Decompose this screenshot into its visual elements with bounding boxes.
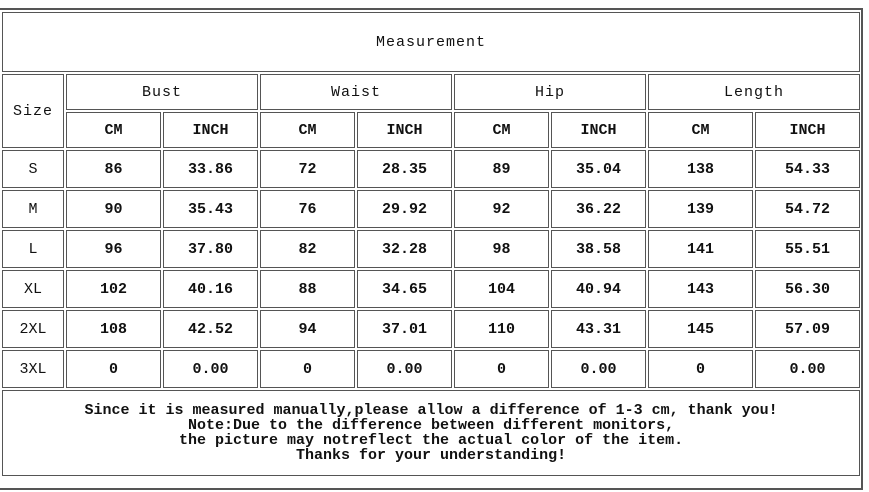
size-table	[0, 10, 862, 478]
measurement-value: 88	[260, 270, 355, 308]
measurement-value: 90	[66, 190, 161, 228]
table-row	[2, 270, 860, 308]
note-line: Thanks for your understanding!	[296, 447, 567, 464]
measurement-value: 0	[648, 350, 753, 388]
unit-header-length-cm: CM	[648, 112, 753, 148]
measurement-value: 0	[260, 350, 355, 388]
measurement-value: 98	[454, 230, 549, 268]
measurement-value: 0.00	[551, 350, 646, 388]
measurement-value: 145	[648, 310, 753, 348]
measurement-value: 35.04	[551, 150, 646, 188]
note-line: Note:Due to the difference between different monitors,	[188, 417, 675, 434]
measurement-chart	[0, 8, 863, 490]
table-row	[2, 310, 860, 348]
measurement-value: 55.51	[755, 230, 860, 268]
group-header-waist: Waist	[260, 74, 452, 110]
table-row	[2, 190, 860, 228]
measurement-value: 40.94	[551, 270, 646, 308]
note-line: the picture may notreflect the actual color of the item.	[179, 432, 684, 449]
measurement-value: 37.80	[163, 230, 258, 268]
measurement-value: 32.28	[357, 230, 452, 268]
measurement-value: 36.22	[551, 190, 646, 228]
size-label: 3XL	[2, 350, 64, 388]
group-header-hip: Hip	[454, 74, 646, 110]
size-label: 2XL	[2, 310, 64, 348]
size-label: XL	[2, 270, 64, 308]
measurement-value: 43.31	[551, 310, 646, 348]
measurement-value: 54.33	[755, 150, 860, 188]
table-title: Measurement	[2, 12, 860, 72]
measurement-value: 34.65	[357, 270, 452, 308]
measurement-value: 76	[260, 190, 355, 228]
measurement-value: 110	[454, 310, 549, 348]
unit-header-waist-cm: CM	[260, 112, 355, 148]
measurement-value: 139	[648, 190, 753, 228]
size-label: S	[2, 150, 64, 188]
measurement-value: 104	[454, 270, 549, 308]
measurement-value: 40.16	[163, 270, 258, 308]
measurement-value: 94	[260, 310, 355, 348]
measurement-value: 0.00	[357, 350, 452, 388]
measurement-value: 138	[648, 150, 753, 188]
measurement-value: 96	[66, 230, 161, 268]
measurement-value: 54.72	[755, 190, 860, 228]
unit-header-length-inch: INCH	[755, 112, 860, 148]
measurement-value: 143	[648, 270, 753, 308]
measurement-value: 56.30	[755, 270, 860, 308]
measurement-value: 102	[66, 270, 161, 308]
measurement-value: 0	[454, 350, 549, 388]
table-row	[2, 350, 860, 388]
note-line: Since it is measured manually,please allow a difference of 1-3 cm, thank you!	[84, 402, 778, 419]
measurement-value: 86	[66, 150, 161, 188]
table-row	[2, 150, 860, 188]
measurement-value: 0.00	[755, 350, 860, 388]
measurement-value: 89	[454, 150, 549, 188]
note-box	[2, 390, 860, 476]
unit-header-bust-cm: CM	[66, 112, 161, 148]
measurement-value: 28.35	[357, 150, 452, 188]
unit-header-hip-inch: INCH	[551, 112, 646, 148]
measurement-value: 0	[66, 350, 161, 388]
measurement-value: 42.52	[163, 310, 258, 348]
group-header-bust: Bust	[66, 74, 258, 110]
unit-header-hip-cm: CM	[454, 112, 549, 148]
measurement-value: 108	[66, 310, 161, 348]
measurement-value: 0.00	[163, 350, 258, 388]
measurement-value: 141	[648, 230, 753, 268]
unit-header-bust-inch: INCH	[163, 112, 258, 148]
measurement-value: 35.43	[163, 190, 258, 228]
measurement-value: 29.92	[357, 190, 452, 228]
size-column-header: Size	[2, 74, 64, 148]
measurement-value: 92	[454, 190, 549, 228]
measurement-value: 57.09	[755, 310, 860, 348]
measurement-value: 37.01	[357, 310, 452, 348]
table-row	[2, 230, 860, 268]
measurement-value: 33.86	[163, 150, 258, 188]
unit-header-waist-inch: INCH	[357, 112, 452, 148]
size-label: L	[2, 230, 64, 268]
measurement-value: 82	[260, 230, 355, 268]
measurement-value: 72	[260, 150, 355, 188]
measurement-value: 38.58	[551, 230, 646, 268]
size-label: M	[2, 190, 64, 228]
group-header-length: Length	[648, 74, 860, 110]
